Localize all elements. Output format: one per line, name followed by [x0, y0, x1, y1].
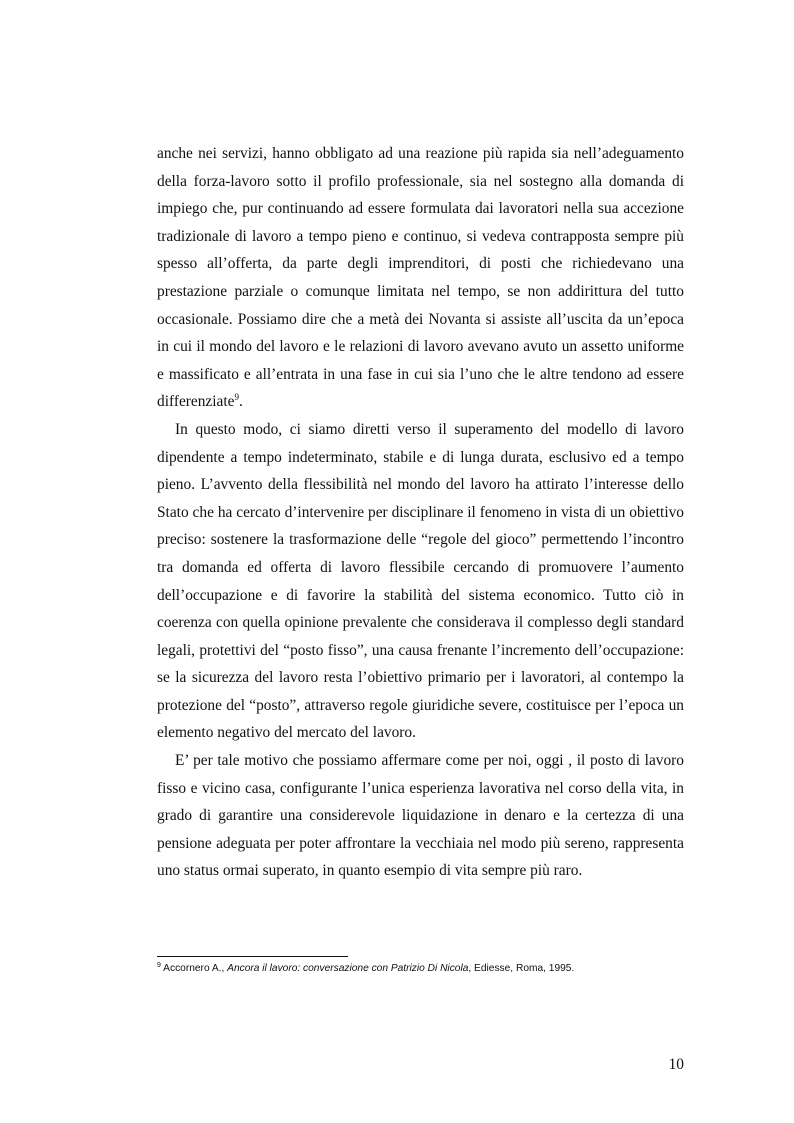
- footnote-publisher: , Ediesse, Roma, 1995.: [468, 963, 575, 974]
- footnote-number: 9: [157, 962, 161, 969]
- footnote-separator: [157, 956, 348, 957]
- footnote-author: Accornero A.,: [160, 963, 228, 974]
- footnote-title: Ancora il lavoro: conversazione con Patrizio Di Nicola: [227, 963, 469, 974]
- paragraph-1: [157, 140, 684, 416]
- footnote: [157, 962, 684, 976]
- paragraph-2: In questo modo, ci siamo diretti verso il superamento del modello di lavoro dipendente a tempo indeterminato, stabile e di lunga durata, esclusivo ed a tempo pieno. L’avvento della flessibilità nel mondo del lavoro ha attirato l’interesse dello Stato che ha cercato d’intervenire per disciplinare il fenomeno in vista di un obiettivo preciso: sostenere la trasformazione delle “regole del gioco” permettendo l’incontro tra domanda ed offerta di lavoro flessibile cercando di promuovere l’aumento dell’occupazione e di favorire la stabilità del sistema economico. Tutto ciò in coerenza con quella opinione prevalente che considerava il complesso degli standard legali, protettivi del “posto fisso”, una causa frenante l’incremento dell’occupazione: se la sicurezza del lavoro resta l’obiettivo primario per i lavoratori, al contempo la protezione del “posto”, attraverso regole giuridiche severe, costituisce per l’epoca un elemento negativo del mercato del lavoro.: [157, 420, 684, 742]
- paragraph-3: E’ per tale motivo che possiamo affermare come per noi, oggi , il posto di lavoro fisso e vicino casa, configurante l’unica esperienza lavorativa nel corso della vita, in grado di garantire una considerevole liquidazione in denaro e la certezza di una pensione adeguata per poter affrontare la vecchiaia nel modo più sereno, rappresenta uno status ormai superato, in quanto esempio di vita sempre più raro.: [157, 752, 684, 880]
- footnote-reference: 9: [234, 392, 239, 403]
- paragraph-1-text: anche nei servizi, hanno obbligato ad una reazione più rapida sia nell’adeguamento della forza-lavoro sotto il profilo professionale, sia nel sostegno alla domanda di impiego che, pur continuando ad essere formulata dai lavoratori nella sua accezione tradizionale di lavoro a tempo pieno e continuo, si vedeva contrapposta sempre più spesso all’offerta, da parte degli imprenditori, di posti che richiedevano una prestazione parziale o comunque limitata nel tempo, se non addirittura del tutto occasionale. Possiamo dire che a metà dei Novanta si assiste all’uscita da un’epoca in cui il mondo del lavoro e le relazioni di lavoro avevano avuto un assetto uniforme e massificato e all’entrata in una fase in cui sia l’uno che le altre tendono ad essere differenziate: [157, 145, 684, 411]
- paragraph-1-end: .: [238, 393, 243, 411]
- body-text: [157, 140, 684, 885]
- page-number: 10: [668, 1056, 684, 1073]
